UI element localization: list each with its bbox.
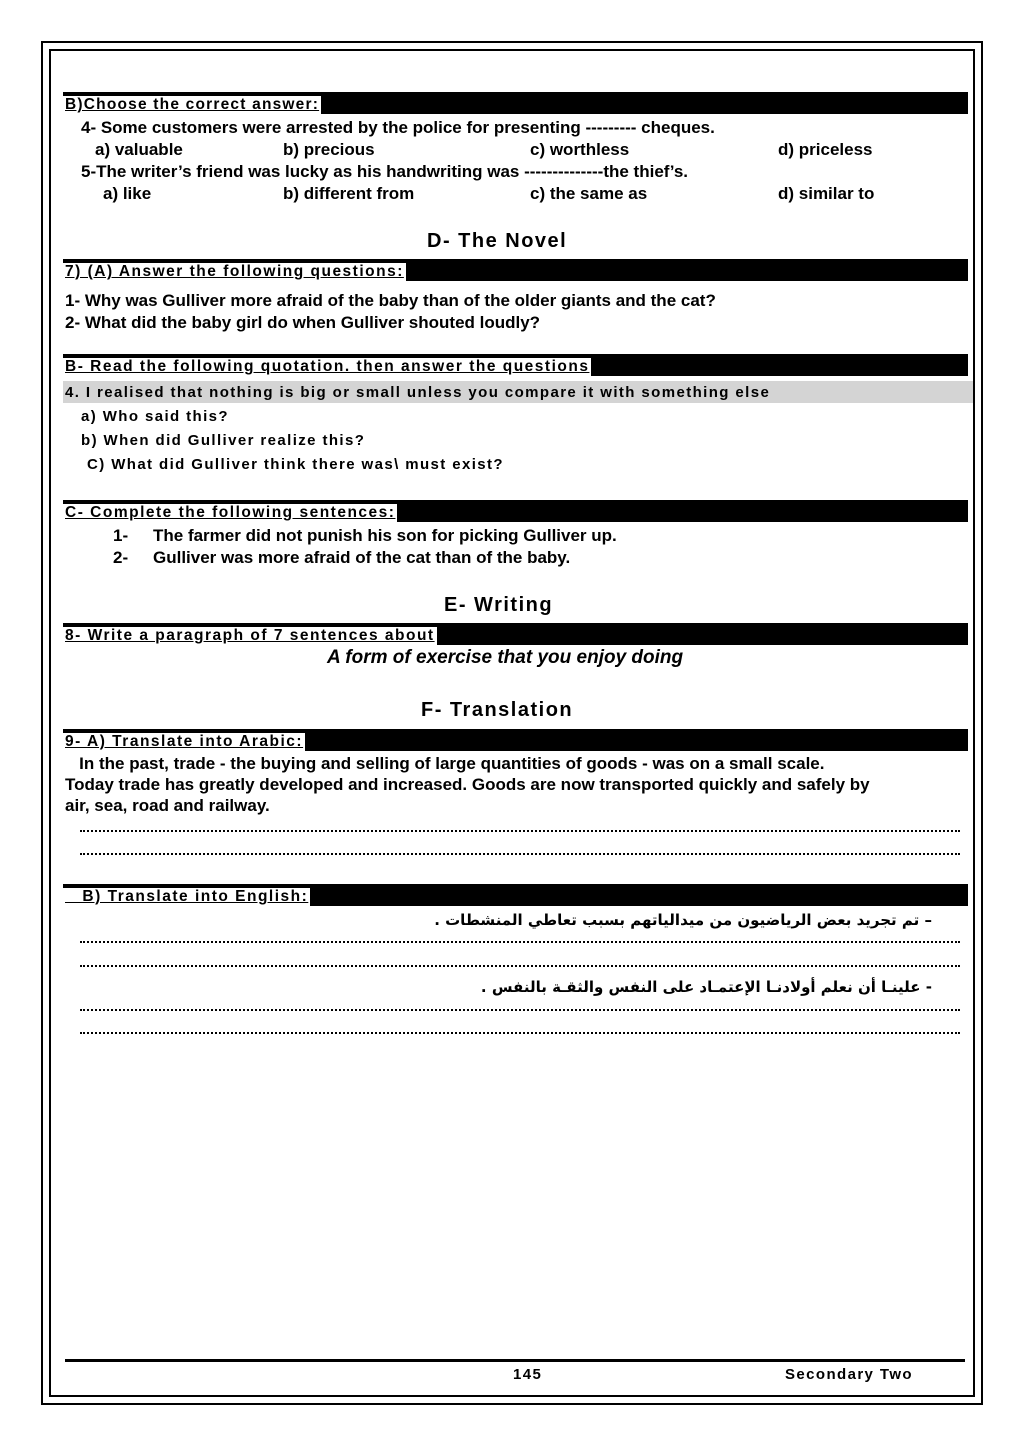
page-number: 145 <box>513 1366 543 1383</box>
answer-line <box>80 853 960 855</box>
q5-option-c: c) the same as <box>530 184 648 203</box>
answer-line <box>80 1009 960 1011</box>
footer-rule <box>65 1359 965 1362</box>
answer-line <box>80 1032 960 1034</box>
sub-question-c: C) What did Gulliver think there was\ must exist? <box>87 456 504 473</box>
q4-option-a: a) valuable <box>95 140 183 159</box>
paragraph-line-1: In the past, trade - the buying and selling of large quantities of goods - was on a small scale. <box>65 754 825 773</box>
question-4: 4- Some customers were arrested by the police for presenting --------- cheques. <box>81 118 715 137</box>
quotation: 4. I realised that nothing is big or small unless you compare it with something else <box>65 384 771 401</box>
writing-topic: A form of exercise that you enjoy doing <box>327 647 684 668</box>
novel-header-b: B- Read the following quotation. then answer the questions <box>63 354 968 376</box>
q5-option-a: a) like <box>103 184 152 203</box>
paragraph-line-3: air, sea, road and railway. <box>65 796 270 815</box>
section-header-choose: B)Choose the correct answer: <box>63 92 968 114</box>
q5-option-b: b) different from <box>283 184 415 203</box>
sentence-1-num: 1- <box>113 526 129 545</box>
answer-line <box>80 830 960 832</box>
arabic-sentence-1: – تم تجريد بعض الرياضيون من ميدالياتهم بسبب تعاطي المنشطات . <box>434 911 932 929</box>
novel-header-c: C- Complete the following sentences: <box>63 500 968 522</box>
translation-title: F- Translation <box>421 699 574 721</box>
sentence-2: Gulliver was more afraid of the cat than of the baby. <box>153 548 571 567</box>
arabic-sentence-2: - علينـا أن نعلم أولادنـا الإعتمـاد على النفس والثقـة بالنفس . <box>480 978 932 996</box>
sub-question-a: a) Who said this? <box>81 408 229 425</box>
answer-line <box>80 941 960 943</box>
paragraph-line-2: Today trade has greatly developed and increased. Goods are now transported quickly and safely by <box>65 775 870 794</box>
novel-header-a: 7) (A) Answer the following questions: <box>63 259 968 281</box>
q5-option-d: d) similar to <box>778 184 875 203</box>
sentence-2-num: 2- <box>113 548 129 567</box>
footer-label: Secondary Two <box>785 1366 913 1383</box>
translation-header-b: B) Translate into English: <box>63 884 968 906</box>
novel-question-2: 2- What did the baby girl do when Gulliver shouted loudly? <box>65 313 541 332</box>
translation-header-a: 9- A) Translate into Arabic: <box>63 729 968 751</box>
novel-question-1: 1- Why was Gulliver more afraid of the baby than of the older giants and the cat? <box>65 291 716 310</box>
question-5: 5-The writer’s friend was lucky as his handwriting was --------------the thief’s. <box>81 162 689 181</box>
writing-header: 8- Write a paragraph of 7 sentences about <box>63 623 968 645</box>
q4-option-b: b) precious <box>283 140 375 159</box>
sentence-1: The farmer did not punish his son for picking Gulliver up. <box>153 526 617 545</box>
sub-question-b: b) When did Gulliver realize this? <box>81 432 366 449</box>
q4-option-c: c) worthless <box>530 140 630 159</box>
writing-title: E- Writing <box>444 594 554 616</box>
q4-option-d: d) priceless <box>778 140 873 159</box>
novel-title: D- The Novel <box>427 230 568 252</box>
answer-line <box>80 965 960 967</box>
